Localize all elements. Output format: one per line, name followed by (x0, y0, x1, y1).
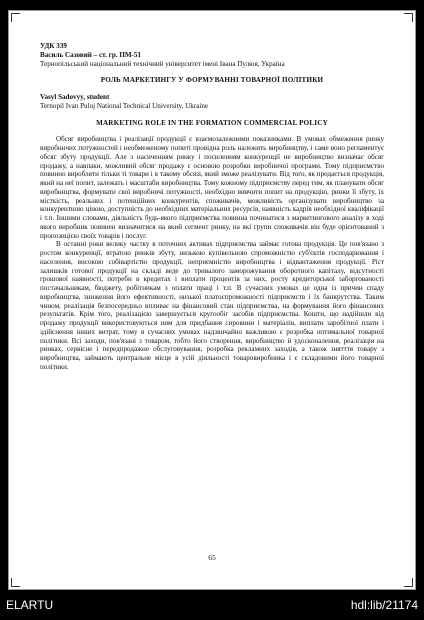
page-number: 65 (208, 553, 216, 562)
udk-code: УДК 339 (40, 42, 67, 50)
body-paragraph-2: В останні роки велику частку в поточних активах підприємства займає готова продукція. Це пов'язано з ростом конкуренції, втратою ринків збуту, низькою купівельною спроможністю суб'єктів господарювання і населення, високою собівартістю продукції, неприємністю виробництва і відвантаження продукції. Ріст залишків готової продукції на складі веде до тривалого заморожування оборотного капіталу, відсутності грошової наявності, потреби в кредитах і виплати процентів за них, росту кредиторської заборгованості постачальникам, бюджету, робітникам з оплати праці і т.п. В сучасних умовах це одна із причин спаду виробництва, зниження його ефективності, низької платоспроможності підприємств і їх банкрутства. Таким чином, реалізація безпосередньо впливає на фінансовий стан підприємства, на формування його фінансових результатів. Крім того, реалізацією завершується кругообіг засобів підприємства. Кошти, що надійшли від продажу продукції використовуються ним для придбання сировини і матеріалів, виплати заробітної плати і здійснення інших витрат, тому в сучасних умовах надзвичайно важливою є розробка оптимальної товарної політики. Всі заходи, пов'язані з товаром, тобто його створення, виробництво й удосконалення, реалізація на ринках, сервісне і передпродажне обслуговування, розробка рекламних заходів, а також знятття товару з виробництва, займають центральне місце в усій діяльності товаровиробника і є складовими його товарної політики. (40, 240, 384, 371)
crop-mark (11, 578, 20, 587)
crop-mark (11, 13, 20, 22)
title-ua: РОЛЬ МАРКЕТИНГУ У ФОРМУВАННІ ТОВАРНОЇ ПОЛІТИКИ (100, 76, 324, 85)
affiliation-en: Ternopil Ivan Puluj National Technical University, Ukraine (40, 101, 209, 110)
crop-mark (404, 578, 413, 587)
repository-name: ELARTU (6, 598, 54, 612)
title-en: MARKETING ROLE IN THE FORMATION COMMERCIAL POLICY (96, 118, 328, 127)
author-en: Vasyl Sadovyy, student (40, 93, 110, 101)
handle-identifier[interactable]: hdl:lib/21174 (350, 598, 418, 612)
body-paragraph-1: Обсяг виробництва і реалізації продукції є взаємозалежними показниками. В умовах обмеження ринку виробничих потужностей і необмеженому попиті провідна роль належить виробництву, і саме воно регламентує обсяг збуту продукції. Але з насиченням ринку і посиленням конкуренції не виробництво визначає обсяг продажу, а навпаки, можливий обсяг продажу є основою розробки виробничої програми. Тому підприємство повинно виробляти тільки ті товари і в такому обсязі, який зможе реалізувати. Від того, як продається продукція, який на неї попит, залежать і масштаби виробництва. Тому кожному підприємству перед тим, як планувати обсяг виробництва, формувати свої виробничі потужності, необхідно вивчити попит на продукцію, ринки її збуту, їх місткість, реальних і потенційних конкурентів, споживачів, можливість організувати виробництво за конкурентною ціною, доступність до необхідних матеріальних ресурсів, наявність кадрів необхідної кваліфікації і т.п. Іншими словами, діяльність будь-якого підприємства повинна починатися з маркетингового аналізу в ході якого виробник повинен визначитися на який сегмент ринку, на які групи споживачів він буде орієнтований з пропозицією своїх товарів і послуг. (40, 135, 384, 240)
author-ua: Василь Сазовий – ст. гр. ПМ-51 (40, 50, 141, 59)
paper-content (40, 42, 384, 562)
crop-mark (404, 13, 413, 22)
viewer-footer-bar (0, 590, 424, 620)
affiliation-ua: Тернопільський національний технічний університет імені Івана Пулюя, Україна (40, 59, 285, 68)
